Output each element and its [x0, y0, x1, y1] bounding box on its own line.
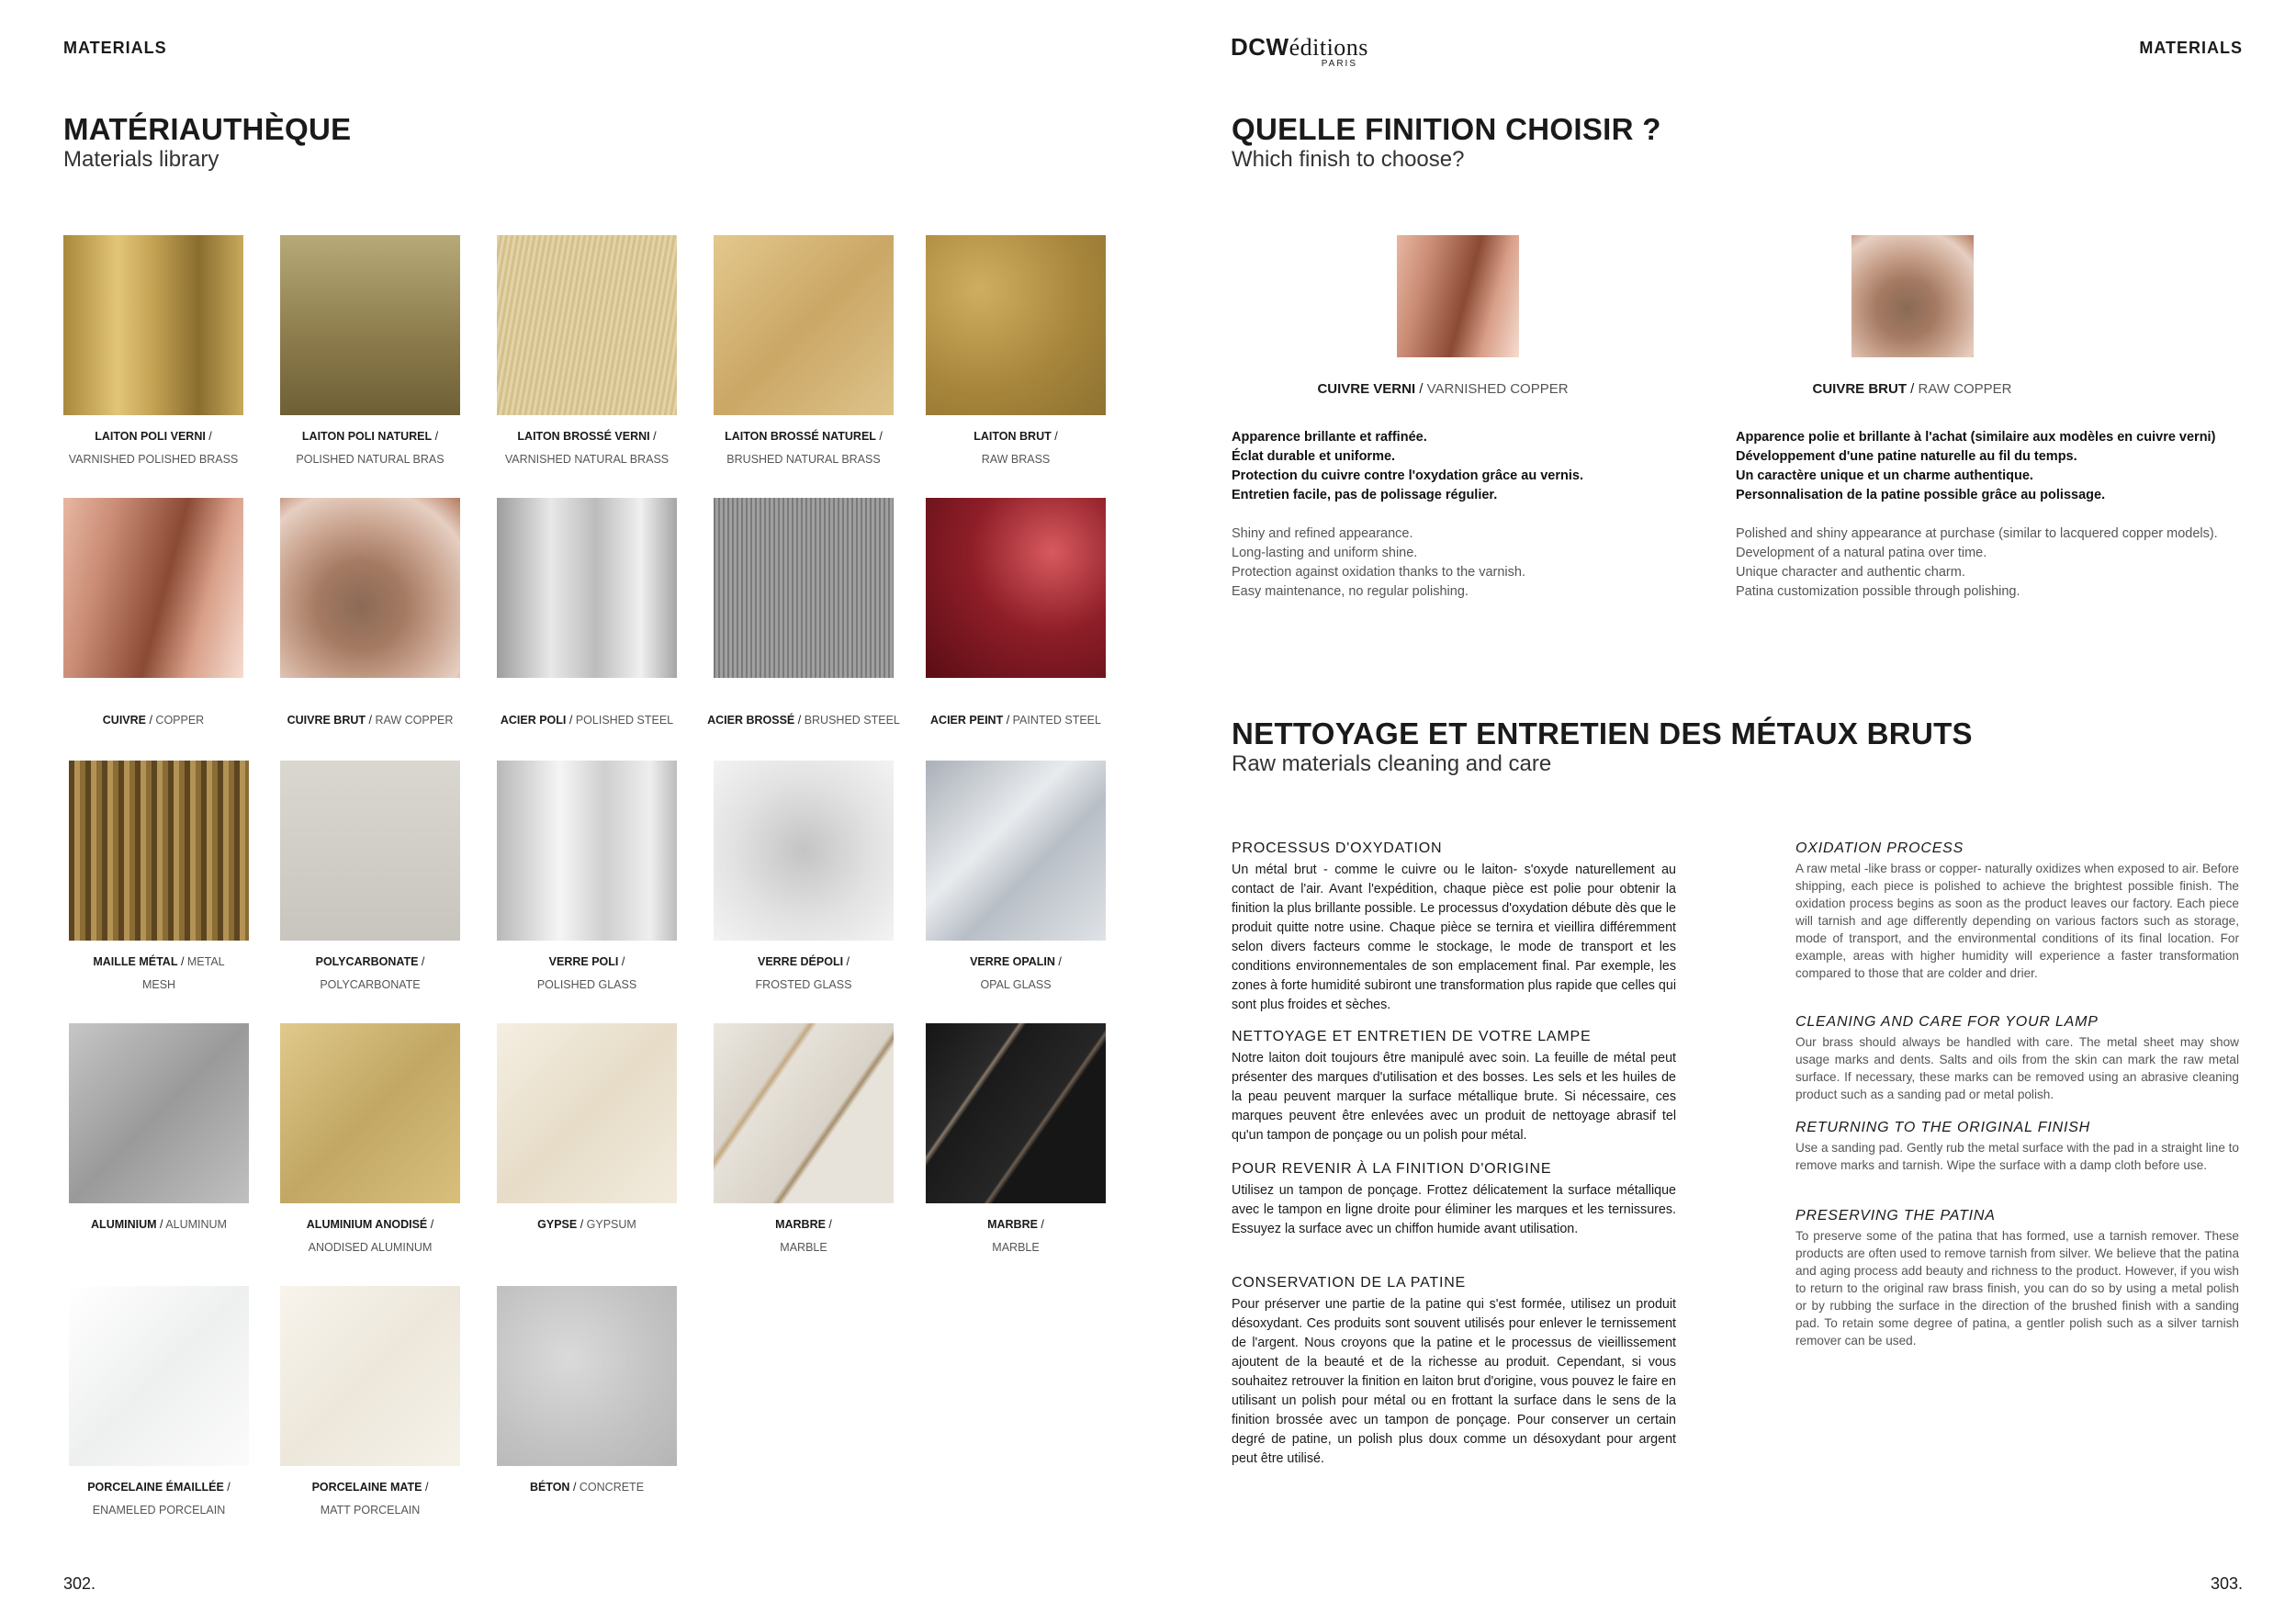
care-text-en: To preserve some of the patina that has formed, use a tarnish remover. These products are often used to remove tarnish from silver. We believe that the patina and aging process add beauty and richness to the product. However, if you wish to return to the original raw brass finish, you can do so by using a metal polish or by rubbing the surface in the direction of the brushed finish with a sanding pad. To retain some degree of patina, a gentler polish such as a silver tarnish remover can be used.	[1795, 1229, 2239, 1348]
running-head: MATERIALS	[2139, 39, 2243, 57]
care-heading-fr: PROCESSUS D'OXYDATION	[1232, 840, 1443, 856]
swatch-aluminium-anodise-anodised-aluminum	[280, 1023, 460, 1203]
care-text-fr: Utilisez un tampon de ponçage. Frottez délicatement la surface métallique avec le tampon en ligne droite pour éliminer les marques et les ternissures. Essuyez la surface avec un chiffon humide avant utilisation.	[1232, 1183, 1676, 1236]
swatch-laiton-brosse-verni-varnished-natural-brass	[497, 235, 677, 415]
material-caption: MARBRE /	[987, 1218, 1044, 1231]
finish-points-fr: Apparence brillante et raffinée. Éclat durable et uniforme. Protection du cuivre contre l'oxydation grâce au vernis. Entretien facile, pas de polissage régulier.	[1232, 430, 1583, 502]
swatch-polycarbonate-polycarbonate	[280, 761, 460, 941]
care-subtitle: Raw materials cleaning and care	[1232, 751, 1552, 776]
material-caption: ACIER POLI / POLISHED STEEL	[500, 714, 674, 727]
material-caption-en: MARBLE	[780, 1241, 827, 1254]
material-caption: VERRE POLI /	[548, 955, 625, 968]
material-caption: PORCELAINE MATE /	[311, 1481, 429, 1494]
care-heading-en: OXIDATION PROCESS	[1795, 840, 1964, 856]
material-caption: LAITON BRUT /	[974, 430, 1058, 443]
material-caption-en: VARNISHED NATURAL BRASS	[504, 453, 670, 466]
material-caption: CUIVRE / COPPER	[102, 714, 205, 727]
running-head: MATERIALS	[63, 39, 167, 57]
material-caption: ALUMINIUM / ALUMINUM	[91, 1218, 227, 1231]
swatch-marbre-marble	[714, 1023, 894, 1203]
swatch-porcelaine-emaillee-enameled-porcelain	[69, 1286, 249, 1466]
material-caption-en: POLYCARBONATE	[320, 978, 421, 991]
care-title: NETTOYAGE ET ENTRETIEN DES MÉTAUX BRUTS	[1232, 716, 1973, 750]
finish-points-en: Shiny and refined appearance. Long-lasting and uniform shine. Protection against oxidation thanks to the varnish. Easy maintenance, no regular polishing.	[1232, 526, 1525, 599]
material-caption: ALUMINIUM ANODISÉ /	[306, 1218, 434, 1231]
material-caption-en: OPAL GLASS	[980, 978, 1052, 991]
material-caption: LAITON POLI NATUREL /	[301, 430, 439, 443]
finish-title: QUELLE FINITION CHOISIR ?	[1232, 112, 1661, 146]
swatch-porcelaine-mate-matt-porcelain	[280, 1286, 460, 1466]
care-heading-fr: POUR REVENIR À LA FINITION D'ORIGINE	[1232, 1161, 1552, 1177]
material-caption-en: POLISHED NATURAL BRAS	[296, 453, 445, 466]
page-subtitle: Materials library	[63, 147, 219, 172]
material-caption-en: POLISHED GLASS	[536, 978, 637, 991]
swatch-laiton-brut-raw-brass	[926, 235, 1106, 415]
finish-subtitle: Which finish to choose?	[1232, 147, 1465, 172]
care-text-fr: Un métal brut - comme le cuivre ou le laiton- s'oxyde naturellement au contact de l'air. Avant l'expédition, chaque pièce est polie pour obtenir la finition la plus brillante possible. Le processus d'oxydation débute dès que le produit quitte notre usine. Chaque pièce se ternira et vieillira différemment selon divers facteurs comme le stockage, le mode de transport et les conditions environnementales de son emplacement final. Par exemple, les zones à forte humidité subiront une transformation plus rapide que celles qui sont plus froides et sèches.	[1232, 863, 1676, 1012]
care-text-en: Use a sanding pad. Gently rub the metal surface with the pad in a straight line to remove marks and tarnish. Wipe the surface with a damp cloth before use.	[1795, 1141, 2239, 1172]
swatch-acier-brosse-brushed-steel	[714, 498, 894, 678]
care-heading-en: CLEANING AND CARE FOR YOUR LAMP	[1795, 1014, 2099, 1030]
page-number: 302.	[63, 1574, 96, 1593]
care-text-fr: Pour préserver une partie de la patine qui s'est formée, utilisez un produit désoxydant. Ces produits sont souvent utilisés pour enlever le ternissement de l'argent. Nous croyons que la patine et le processus de vieillissement ajoutent de la beauté et de la richesse au produit. Cependant, si vous souhaitez retrouver la finition en laiton brut d'origine, vous pouvez le faire en utilisant un polish pour métal ou en frottant la surface dans le sens de la finition brossée avec un tampon de ponçage. Pour conserver un certain degré de patine, un polish plus doux comme un désoxydant pour argent peut être utilisé.	[1232, 1297, 1676, 1466]
material-caption-en: MARBLE	[992, 1241, 1040, 1254]
material-caption-en: VARNISHED POLISHED BRASS	[68, 453, 239, 466]
material-caption-en: ANODISED ALUMINUM	[308, 1241, 433, 1254]
material-caption: MARBRE /	[775, 1218, 832, 1231]
material-caption: PORCELAINE ÉMAILLÉE /	[87, 1481, 231, 1494]
material-caption: VERRE DÉPOLI /	[757, 955, 850, 968]
swatch-marbre-marble	[926, 1023, 1106, 1203]
material-caption-en: MATT PORCELAIN	[320, 1504, 421, 1517]
page-title: MATÉRIAUTHÈQUE	[63, 112, 352, 146]
material-caption-en: MESH	[141, 978, 176, 991]
material-caption: VERRE OPALIN /	[970, 955, 1062, 968]
material-caption-en: RAW BRASS	[981, 453, 1051, 466]
brand-logo: DCWéditions PARIS	[1231, 33, 1368, 69]
swatch-aluminium-aluminum	[69, 1023, 249, 1203]
swatch-verre-depoli-frosted-glass	[714, 761, 894, 941]
raw-copper-swatch	[1851, 235, 1974, 357]
finish-points-fr: Apparence polie et brillante à l'achat (similaire aux modèles en cuivre verni) Développement d'une patine naturelle au fil du temps. Un caractère unique et un charme authentique. Personnalisation de la patine possible grâce au polissage.	[1736, 430, 2216, 502]
swatch-gypse-gypsum	[497, 1023, 677, 1203]
swatch-laiton-poli-verni-varnished-polished-brass	[63, 235, 243, 415]
care-text-en: Our brass should always be handled with care. The metal sheet may show usage marks and dents. Salts and oils from the skin can mark the raw metal surface. If necessary, these marks can be removed using an abrasive cleaning product such as a sanding pad or metal polish.	[1795, 1035, 2239, 1101]
material-caption: LAITON POLI VERNI /	[95, 430, 212, 443]
swatch-verre-opalin-opal-glass	[926, 761, 1106, 941]
material-caption: ACIER PEINT / PAINTED STEEL	[930, 714, 1101, 727]
material-caption: ACIER BROSSÉ / BRUSHED STEEL	[707, 714, 900, 727]
swatch-maille-metal-metal	[69, 761, 249, 941]
material-caption: LAITON BROSSÉ NATUREL /	[725, 430, 883, 443]
swatch-cuivre-brut-raw-copper	[280, 498, 460, 678]
care-heading-fr: CONSERVATION DE LA PATINE	[1232, 1275, 1467, 1291]
care-heading-en: PRESERVING THE PATINA	[1795, 1208, 1996, 1224]
finish-caption: CUIVRE VERNI / VARNISHED COPPER	[1317, 381, 1569, 397]
care-heading-en: RETURNING TO THE ORIGINAL FINISH	[1795, 1120, 2091, 1135]
care-heading-fr: NETTOYAGE ET ENTRETIEN DE VOTRE LAMPE	[1232, 1029, 1592, 1044]
care-text-fr: Notre laiton doit toujours être manipulé avec soin. La feuille de métal peut présenter des marques d'utilisation et des bosses. Les sels et les huiles de la peau peuvent marquer la surface métallique brute. Si nécessaire, ces marques peuvent être enlevées avec un produit de nettoyage abrasif tel qu'un tampon de ponçage ou un polish pour métal.	[1232, 1051, 1676, 1143]
varnished-copper-swatch	[1397, 235, 1519, 357]
swatch-beton-concrete	[497, 1286, 677, 1466]
swatch-laiton-poli-naturel-polished-natural-bras	[280, 235, 460, 415]
care-text-en: A raw metal -like brass or copper- naturally oxidizes when exposed to air. Before shipping, each piece is polished to achieve the brightest possible finish. The oxidation process begins as soon as the product leaves our factory. Each piece will tarnish and age differently depending on various factors such as storage, mode of transport, and the environmental conditions of its final location. For example, areas with higher humidity will experience a faster transformation compared to those that are colder and drier.	[1795, 862, 2239, 980]
material-caption-en: FROSTED GLASS	[755, 978, 852, 991]
finish-points-en: Polished and shiny appearance at purchase (similar to lacquered copper models). Development of a natural patina over time. Unique character and authentic charm. Patina customization possible through polishing.	[1736, 526, 2218, 599]
swatch-laiton-brosse-naturel-brushed-natural-brass	[714, 235, 894, 415]
material-caption: GYPSE / GYPSUM	[537, 1218, 636, 1231]
swatch-acier-poli-polished-steel	[497, 498, 677, 678]
swatch-cuivre-copper	[63, 498, 243, 678]
swatch-verre-poli-polished-glass	[497, 761, 677, 941]
material-caption: POLYCARBONATE /	[315, 955, 425, 968]
material-caption-en: BRUSHED NATURAL BRASS	[726, 453, 881, 466]
material-caption-en: ENAMELED PORCELAIN	[92, 1504, 226, 1517]
finish-caption: CUIVRE BRUT / RAW COPPER	[1812, 381, 2012, 397]
material-caption: LAITON BROSSÉ VERNI /	[517, 430, 657, 443]
material-caption: CUIVRE BRUT / RAW COPPER	[287, 714, 454, 727]
material-caption: BÉTON / CONCRETE	[529, 1481, 645, 1494]
swatch-acier-peint-painted-steel	[926, 498, 1106, 678]
page-number: 303.	[2210, 1574, 2243, 1593]
material-caption: MAILLE MÉTAL / METAL	[93, 955, 225, 968]
